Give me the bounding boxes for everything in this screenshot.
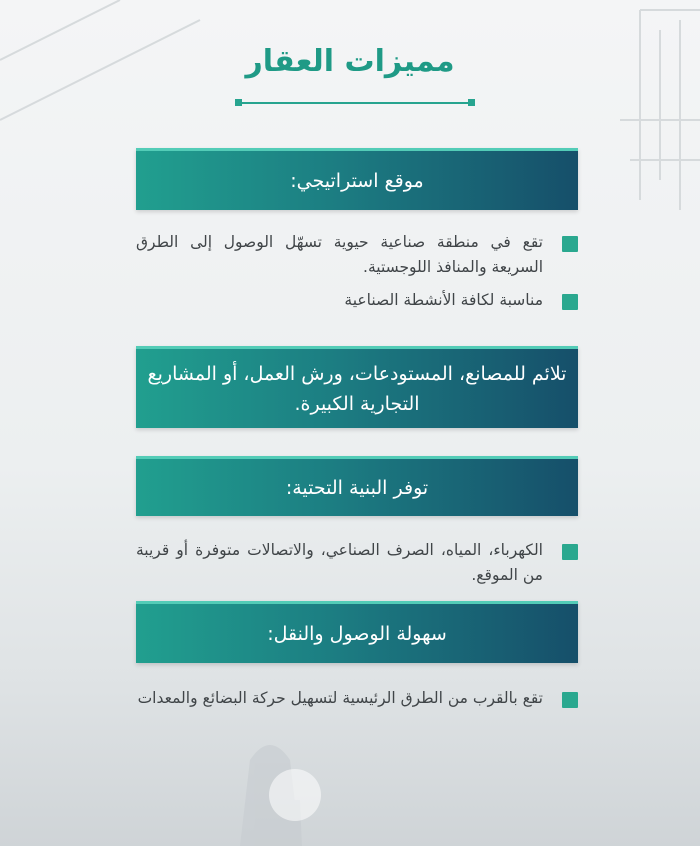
square-bullet-icon: [562, 236, 578, 252]
section-heading: تلائم للمصانع، المستودعات، ورش العمل، أو المشاريع التجارية الكبيرة.: [147, 362, 567, 415]
list-item: [136, 288, 578, 313]
square-bullet-icon: [562, 294, 578, 310]
list-item-text: تقع في منطقة صناعية حيوية تسهّل الوصول إلى الطرق السريعة والمنافذ اللوجستية.: [136, 233, 543, 276]
section-heading: سهولة الوصول والنقل:: [267, 622, 447, 645]
section-heading: توفر البنية التحتية:: [285, 476, 429, 499]
list-item: [136, 686, 578, 711]
list-item: [136, 230, 578, 280]
list-item-text: الكهرباء، المياه، الصرف الصناعي، والاتصالات متوفرة أو قريبة من الموقع.: [136, 541, 543, 584]
section-banner-strategic-location: [136, 148, 578, 210]
feature-list-strategic-location: [136, 230, 578, 321]
section-banner-access-transport: [136, 601, 578, 663]
page-title: مميزات العقار: [245, 44, 455, 79]
section-banner-suitability: [136, 346, 578, 428]
section-heading: موقع استراتيجي:: [290, 169, 424, 192]
square-bullet-icon: [562, 544, 578, 560]
square-bullet-icon: [562, 692, 578, 708]
list-item-text: مناسبة لكافة الأنشطة الصناعية: [344, 291, 543, 309]
feature-list-infrastructure: [136, 538, 578, 596]
title-divider: [237, 102, 473, 104]
feature-list-access-transport: [136, 686, 578, 719]
section-banner-infrastructure: [136, 456, 578, 516]
list-item-text: تقع بالقرب من الطرق الرئيسية لتسهيل حركة البضائع والمعدات: [137, 689, 543, 707]
list-item: [136, 538, 578, 588]
